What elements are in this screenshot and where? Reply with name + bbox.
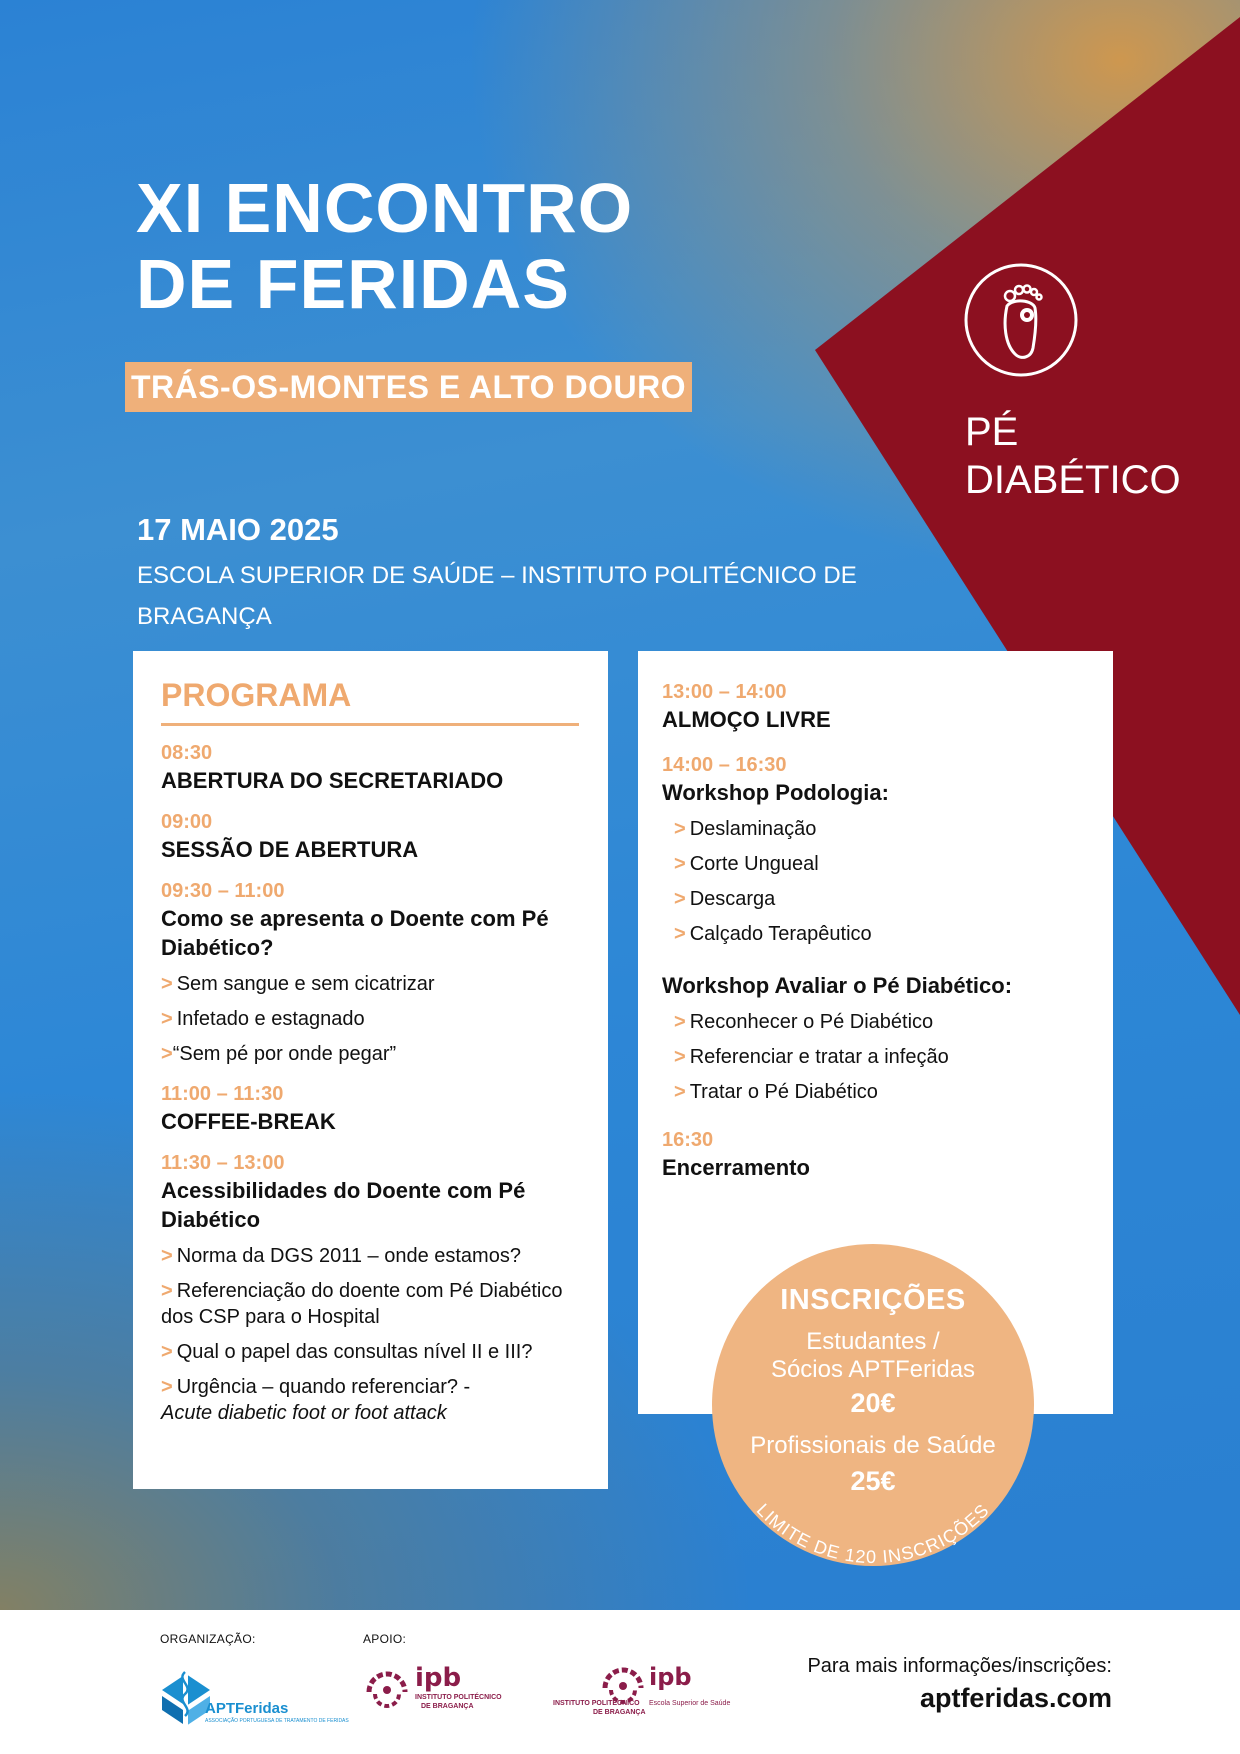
registration-title: INSCRIÇÕES: [780, 1284, 966, 1316]
ipb-school-name: Escola Superior de Saúde: [649, 1700, 731, 1707]
session-title: Encerramento: [662, 1155, 810, 1180]
session-item: > Referenciar e tratar a infeção: [674, 1046, 949, 1068]
session-item: > Qual o papel das consultas nível II e III?: [161, 1341, 533, 1363]
session-item: > Calçado Terapêutico: [674, 923, 872, 945]
session-block: [662, 679, 1083, 734]
website-link[interactable]: aptferidas.com: [919, 1683, 1112, 1713]
ipb-emblem-icon: [599, 1664, 651, 1704]
region-banner: TRÁS-OS-MONTES E ALTO DOURO: [125, 362, 692, 412]
session-block: [161, 1150, 580, 1426]
session-title: Workshop Podologia:: [662, 780, 889, 805]
session-time: 13:00 – 14:00: [662, 681, 787, 703]
session-block: [161, 878, 580, 1067]
program-title: PROGRAMA: [161, 675, 579, 726]
chevron-right-icon: >: [674, 1081, 686, 1103]
foot-icon: [963, 262, 1079, 378]
info-text: Para mais informações/inscrições:: [807, 1655, 1112, 1677]
ipb-wordmark: ipb: [415, 1663, 462, 1693]
organization-label: ORGANIZAÇÃO:: [160, 1632, 256, 1646]
support-label: APOIO:: [363, 1632, 407, 1646]
ipb-emblem-icon: [363, 1668, 415, 1708]
registration-limit-arc: [700, 1232, 1046, 1578]
session-time: 14:00 – 16:30: [662, 754, 787, 776]
chevron-right-icon: >: [161, 1341, 173, 1363]
professional-category: Profissionais de Saúde: [750, 1432, 996, 1459]
theme-text: [965, 408, 1181, 504]
limit-text-path: LIMITE DE 120 INSCRIÇÕES: [752, 1499, 994, 1568]
session-title: Como se apresenta o Doente com Pé Diabético?: [161, 906, 549, 960]
session-time: 09:00: [161, 811, 213, 833]
session-time: 08:30: [161, 742, 213, 764]
session-title: COFFEE-BREAK: [161, 1109, 336, 1134]
session-item: > Referenciação do doente com Pé Diabético dos CSP para o Hospital: [161, 1280, 563, 1328]
ipb-logo-2[interactable]: [553, 1664, 753, 1716]
session-item: > Sem sangue e sem cicatrizar: [161, 973, 435, 995]
session-item: > Reconhecer o Pé Diabético: [674, 1011, 934, 1033]
session-time: 09:30 – 11:00: [161, 880, 285, 902]
session-title: ABERTURA DO SECRETARIADO: [161, 768, 504, 793]
ipb-name-line-1: INSTITUTO POLITÉCNICO: [415, 1694, 502, 1701]
session-block: [662, 1127, 1083, 1182]
session-item: > Norma da DGS 2011 – onde estamos?: [161, 1245, 521, 1267]
session-block: [161, 809, 580, 864]
session-title: ALMOÇO LIVRE: [662, 707, 831, 732]
theme-line-1: PÉ: [965, 410, 1019, 454]
aptferidas-logo[interactable]: [156, 1662, 349, 1728]
session-title: Acessibilidades do Doente com Pé Diabético: [161, 1178, 526, 1232]
session-item: > Infetado e estagnado: [161, 1008, 365, 1030]
ipb-name-line-2: DE BRAGANÇA: [421, 1703, 474, 1710]
session-block: [161, 740, 580, 795]
aptferidas-wordmark: APTFeridas: [205, 1700, 289, 1717]
title-line-2: DE FERIDAS: [136, 245, 570, 323]
session-title: SESSÃO DE ABERTURA: [161, 837, 419, 862]
professional-price: 25€: [850, 1466, 896, 1496]
session-time: 16:30: [662, 1129, 714, 1151]
session-block: [161, 1081, 580, 1136]
session-time: 11:00 – 11:30: [161, 1083, 284, 1105]
chevron-right-icon: >: [674, 923, 686, 945]
session-item: > Corte Ungueal: [674, 853, 819, 875]
program-panel-left: [133, 651, 608, 1489]
student-price: 20€: [850, 1388, 896, 1418]
limit-text: [753, 1500, 993, 1567]
session-item: > Descarga: [674, 888, 776, 910]
session-item-italic: Acute diabetic foot or foot attack: [161, 1402, 447, 1424]
chevron-right-icon: >: [161, 1043, 173, 1065]
session-block: [662, 752, 1083, 1105]
session-item: >“Sem pé por onde pegar”: [161, 1043, 397, 1065]
title-line-1: XI ENCONTRO: [136, 169, 634, 247]
theme-line-2: DIABÉTICO: [965, 458, 1181, 502]
chevron-right-icon: >: [161, 973, 173, 995]
session-time: 11:30 – 13:00: [161, 1152, 285, 1174]
event-date: 17 MAIO 2025: [137, 512, 339, 547]
chevron-right-icon: >: [161, 1008, 173, 1030]
ipb-name-line-2: DE BRAGANÇA: [593, 1709, 646, 1716]
ipb-logo-1[interactable]: [363, 1664, 503, 1716]
chevron-right-icon: >: [674, 1011, 686, 1033]
session-item: > Deslaminação: [674, 818, 817, 840]
student-category-line-2: Sócios APTFeridas: [770, 1356, 976, 1383]
chevron-right-icon: >: [674, 1046, 686, 1068]
ipb-wordmark: ipb: [649, 1663, 692, 1691]
chevron-right-icon: >: [161, 1245, 173, 1267]
session-item: > Tratar o Pé Diabético: [674, 1081, 878, 1103]
chevron-right-icon: >: [161, 1280, 173, 1302]
chevron-right-icon: >: [674, 888, 686, 910]
workshop-title: Workshop Avaliar o Pé Diabético:: [662, 973, 1013, 998]
aptferidas-tagline: ASSOCIAÇÃO PORTUGUESA DE TRATAMENTO DE FERIDAS: [205, 1718, 349, 1724]
chevron-right-icon: >: [161, 1376, 173, 1398]
chevron-right-icon: >: [674, 818, 686, 840]
event-title: [136, 170, 633, 322]
student-category-line-1: Estudantes /: [806, 1328, 940, 1355]
ipb-name-line-1: INSTITUTO POLITÉCNICO: [553, 1700, 640, 1707]
event-venue: ESCOLA SUPERIOR DE SAÚDE – INSTITUTO POLITÉCNICO DE BRAGANÇA: [137, 562, 857, 630]
chevron-right-icon: >: [674, 853, 686, 875]
session-item: > Urgência – quando referenciar? - Acute diabetic foot or foot attack: [161, 1376, 471, 1424]
